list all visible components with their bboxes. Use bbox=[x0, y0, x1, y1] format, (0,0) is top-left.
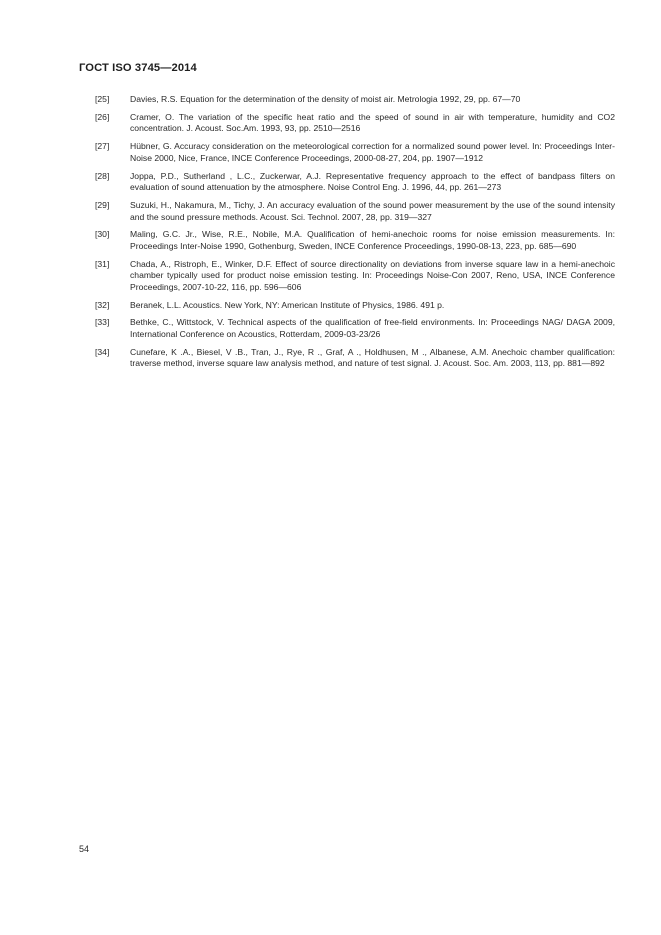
reference-text: Beranek, L.L. Acoustics. New York, NY: American Institute of Physics, 1986. 491 p. bbox=[130, 299, 445, 310]
reference-number: [31] bbox=[95, 258, 110, 269]
reference-item bbox=[95, 112, 615, 135]
reference-text: Suzuki, H., Nakamura, M., Tichy, J. An accuracy evaluation of the sound power measurement by the use of the sound intensity and the sound pressure methods. Acoust. Sci. Technol. 2007, 28, pp. 319—327 bbox=[130, 199, 615, 222]
reference-item bbox=[95, 259, 615, 294]
reference-number: [25] bbox=[95, 94, 110, 104]
reference-text: Maling, G.C. Jr., Wise, R.E., Nobile, M.A. Qualification of hemi-anechoic rooms for noise emission measurements. In: Proceedings Inter-Noise 1990, Gothenburg, Sweden, INCE Conference Proceedings, 1990-08-13, 223, pp. 685—690 bbox=[130, 229, 615, 251]
reference-number: [29] bbox=[95, 199, 110, 210]
reference-item bbox=[95, 300, 615, 312]
reference-text: Davies, R.S. Equation for the determination of the density of moist air. Metrologia 1992, 29, pp. 67—70 bbox=[130, 94, 521, 104]
reference-number: [30] bbox=[95, 229, 110, 240]
reference-item bbox=[95, 141, 615, 164]
page-number: 54 bbox=[79, 844, 90, 854]
reference-number: [34] bbox=[95, 346, 110, 357]
reference-item bbox=[95, 347, 615, 370]
reference-text: Cramer, O. The variation of the specific heat ratio and the speed of sound in air with temperature, humidity and CO2 concentration. J. Acoust. Soc.Am. 1993, 93, pp. 2510—2516 bbox=[130, 111, 615, 134]
reference-text: Cunefare, K .A., Biesel, V .B., Tran, J., Rye, R ., Graf, A ., Holdhusen, M ., Albanese, A.M. Anechoic chamber qualification: traverse method, inverse square law analysis method, and nature of test signal. J. Acoust. Soc. Am. 2003, 113, pp. 881—892 bbox=[130, 346, 615, 369]
reference-number: [27] bbox=[95, 141, 110, 152]
reference-item bbox=[95, 317, 615, 340]
reference-number: [32] bbox=[95, 299, 110, 310]
reference-item bbox=[95, 171, 615, 194]
reference-item bbox=[95, 94, 615, 106]
reference-number: [28] bbox=[95, 170, 110, 181]
reference-item bbox=[95, 200, 615, 223]
reference-text: Chada, A., Ristroph, E., Winker, D.F. Effect of source directionality on deviations from inverse square law in a hemi-anechoic chamber typically used for product noise emission testing. In: Proceedings Noise-Con 2007, Reno, USA, INCE Conference Proceedings, 2007-10-22, 116, pp. 596—606 bbox=[130, 258, 615, 292]
reference-number: [33] bbox=[95, 317, 110, 328]
reference-number: [26] bbox=[95, 111, 110, 122]
reference-list bbox=[95, 94, 615, 376]
document-header: ГОСТ ISO 3745—2014 bbox=[79, 62, 197, 74]
reference-text: Joppa, P.D., Sutherland , L.C., Zuckerwar, A.J. Representative frequency approach to the effect of bandpass filters on evaluation of sound attenuation by the atmosphere. Noise Control Eng. J. 1996, 44, pp. 261—273 bbox=[130, 170, 615, 193]
reference-item bbox=[95, 229, 615, 252]
reference-text: Bethke, C., Wittstock, V. Technical aspects of the qualification of free-field environments. In: Proceedings NAG/ DAGA 2009, International Conference on Acoustics, Rotterdam, 2009-03-23/26 bbox=[130, 317, 615, 339]
reference-text: Hübner, G. Accuracy consideration on the meteorological correction for a normalized sound power level. In: Proceedings Inter-Noise 2000, Nice, France, INCE Conference Proceedings, 2000-08-27, 204, pp. 1907—1912 bbox=[130, 141, 615, 163]
